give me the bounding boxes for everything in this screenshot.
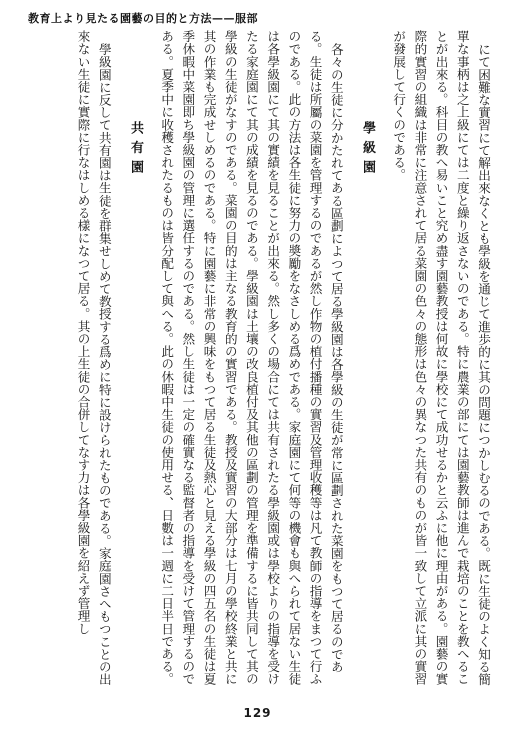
paragraph-intro: にて困難な實習にて解出來なくとも學級を通じて進歩的に其の問題につかしむるのである。既に生徒のよく知る簡單な事柄は之上級にては二度と繰り返さないのである。特に農業の部にては園藝教師は進んで栽培のことを教へることが出來る。科目の教へ易いこと究め盡す園藝教授は何故に學校にて成功せるかと云ふに他に理由がある。園藝の實際的實習の組織は非常に注意されて居る菜園の色々の態形は色々の異なつた共有のものが皆一致して立派に其の實習が發展して行くのである。 [391, 30, 491, 686]
page-number: 129 [243, 706, 272, 720]
paragraph-common-garden: 學級園に反して共有園は生徒を群集せしめて教授する爲めに特に設けられたものである。家庭園さへもつことの出來ない生徒に實際に行なはしめる樣になつて居る。其の上生徒の合併してなす力は各學級園を紹えず管理し [75, 30, 112, 686]
section-heading-class-garden: 學級園 [359, 121, 375, 180]
vertical-body-text [24, 30, 494, 690]
section-heading-common-garden: 共有園 [127, 121, 143, 180]
running-head: 教育上より見たる園藝の目的と方法——服部 [28, 12, 258, 25]
paragraph-class-garden: 各々の生徒に分かたれてある區劃によつて居る學級園は各學級の生徒が常に區劃された菜園をもつて居るのである。生徒は所屬の菜園を管理するのであるが然し作物の植付播種の實習及管理收穫等は凡て教師の指導をまつて行ふのである。此の方法は各生徒に努力の奬勵をなさしめる爲めである。家庭園にて何等の機會も與へられて居ない生徒は各學級園にて其の實績を見ることが出來る。然し多くの場合にては共有されたる學級園或は學校よりの指導を受けたる家庭園にて其の成績を見るのである。學級園は土壤の改良植付及其他の區劃の管理を準備するに皆共同して其の學級の生徒がなすのである。菜園の目的は主なる教育的の實習である。教授及實習の大部分は七月の學校終業と共に其の作業も完成せしめるのである。特に園藝に非常の興味をもつて居る生徒及熱心と見える學級の四五名の生徒は夏季休暇中菜園即ち學級園の管理に選任するのである。然し生徒は一定の確實なる監督者の指導を受けて管理するのである。夏季中に收穫されたるものは皆分配して與へる。此の休暇中生徒の使用せる、日數は一週に二日半日である。 [159, 30, 344, 686]
